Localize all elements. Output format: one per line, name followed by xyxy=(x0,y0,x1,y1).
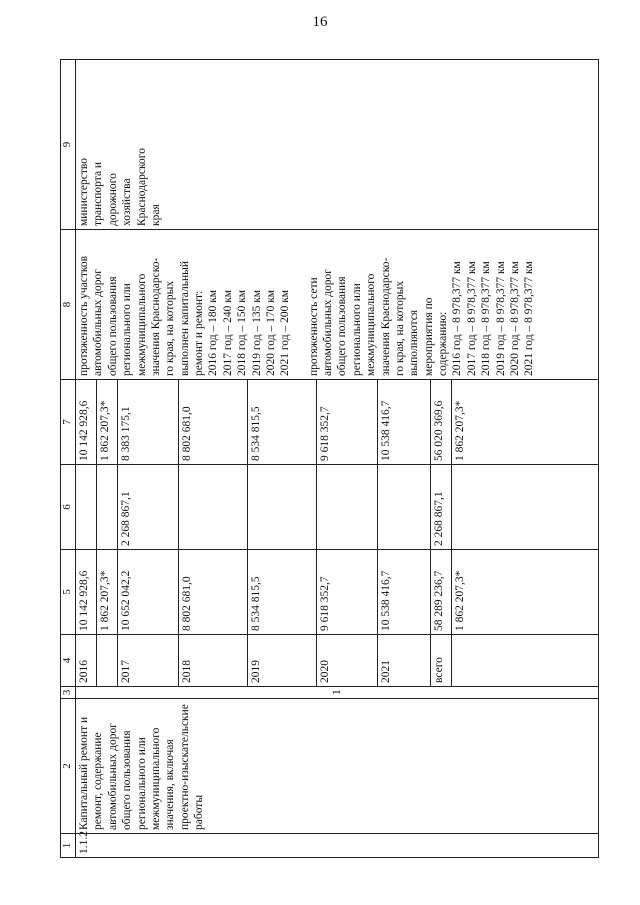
b2-line: межмуниципального xyxy=(365,273,378,376)
c5-cell: 8 802 681,0 xyxy=(178,550,247,634)
c7-cell: 10 538 416,7 xyxy=(377,380,430,464)
c7-cell: 10 142 928,6 xyxy=(78,400,90,461)
years-cell: всего xyxy=(430,635,451,686)
c5-cell: 1 862 207,3* xyxy=(96,550,117,634)
c9-line: дорожного xyxy=(106,173,119,226)
b2-line: регионального или xyxy=(350,283,363,376)
hdr-4: 4 xyxy=(61,635,76,687)
c5-cell: 58 289 236,7 xyxy=(430,550,451,634)
header-row xyxy=(61,60,76,858)
c5-cell: 10 652 042,2 xyxy=(117,550,178,634)
years-col xyxy=(76,635,599,687)
years-cell: 2017 xyxy=(117,635,178,686)
b2-line: содержанию: xyxy=(437,311,449,376)
b1-line: выполнен капитальный xyxy=(178,261,191,376)
col5-list xyxy=(76,550,472,634)
b2-line: 2021 год – 8 978,377 км xyxy=(523,261,536,376)
col8-block2 xyxy=(307,233,537,376)
col5 xyxy=(76,550,599,635)
b1-line: 2020 год – 170 км xyxy=(264,289,277,376)
hdr-8: 8 xyxy=(61,230,76,380)
col6-list xyxy=(76,465,472,549)
hdr-2: 2 xyxy=(61,699,76,834)
years-list xyxy=(76,635,472,686)
table-canvas xyxy=(60,60,620,858)
c9-line: транспорта и xyxy=(92,161,105,226)
c5-cell: 10 538 416,7 xyxy=(377,550,430,634)
c9-line: края xyxy=(149,204,162,226)
c6-cell: 2 268 867,1 xyxy=(430,465,451,549)
years-cell: 2016 xyxy=(78,660,90,683)
b2-line: выполняются xyxy=(408,309,421,376)
b1-line: значения Краснодарско- xyxy=(149,257,162,376)
c9-line: министерство xyxy=(78,158,90,226)
c6-cell xyxy=(76,465,96,549)
b2-line: мероприятия по xyxy=(422,297,435,376)
col7 xyxy=(76,380,599,465)
c7-cell: 8 383 175,1 xyxy=(117,380,178,464)
c6-cell xyxy=(247,465,316,549)
c6-cell: 2 268 867,1 xyxy=(117,465,178,549)
col9 xyxy=(76,60,599,230)
row-name: Капитальный ремонт и ремонт, содержание автомобильных дорог общего пользования регионального или межмуниципального значения, включая проектно-изыскательские работы xyxy=(76,699,599,834)
years-cell: 2021 xyxy=(377,635,430,686)
c6-cell xyxy=(451,465,472,549)
hdr-5: 5 xyxy=(61,550,76,635)
b2-line: 2020 год – 8 978,377 км xyxy=(508,261,521,376)
b2-line: 2019 год – 8 978,377 км xyxy=(494,261,507,376)
c9-line: Краснодарского xyxy=(135,148,148,226)
c6-cell xyxy=(96,465,117,549)
hdr-1: 1 xyxy=(61,834,76,858)
b1-line: 2019 год – 135 км xyxy=(250,289,263,376)
b1-line: межмуниципального xyxy=(135,273,148,376)
hdr-3: 3 xyxy=(61,687,76,699)
b1-line: го края, на которых xyxy=(164,280,177,376)
b2-line: протяженность сети xyxy=(307,277,320,376)
years-cell: 2020 xyxy=(316,635,377,686)
b1-line: 2017 год – 240 км xyxy=(221,289,234,376)
years-cell: 2018 xyxy=(178,635,247,686)
b1-line: 2016 год – 180 км xyxy=(207,289,220,376)
c6-cell xyxy=(316,465,377,549)
c7-cell: 8 802 681,0 xyxy=(178,380,247,464)
b1-line: ремонт и ремонт: xyxy=(193,290,205,376)
b2-line: 2018 год – 8 978,377 км xyxy=(480,261,493,376)
col6 xyxy=(76,465,599,550)
b1-line: 2018 год – 150 км xyxy=(236,289,249,376)
c5-cell: 9 618 352,7 xyxy=(316,550,377,634)
c9-line: хозяйства xyxy=(121,178,134,226)
c7-cell: 1 862 207,3* xyxy=(451,380,472,464)
years-cell xyxy=(96,635,117,686)
col7-list xyxy=(76,380,472,464)
col8-block1 xyxy=(77,233,293,376)
table-row xyxy=(76,60,599,858)
c5-cell: 1 862 207,3* xyxy=(451,550,472,634)
main-table xyxy=(60,59,599,858)
years-cell: 2019 xyxy=(247,635,316,686)
hdr-6: 6 xyxy=(61,465,76,550)
b1-line: регионального или xyxy=(121,283,134,376)
hdr-7: 7 xyxy=(61,380,76,465)
c5-cell: 8 534 815,5 xyxy=(247,550,316,634)
c7-cell: 1 862 207,3* xyxy=(96,380,117,464)
b2-line: автомобильных дорог xyxy=(322,269,334,376)
col8 xyxy=(76,230,599,380)
b1-line: автомобильных дорог xyxy=(92,269,105,376)
b2-line: го края, на которых xyxy=(393,280,406,376)
c6-cell xyxy=(178,465,247,549)
col9-list xyxy=(77,63,163,226)
years-cell xyxy=(451,635,472,686)
c7-cell: 9 618 352,7 xyxy=(316,380,377,464)
c7-cell: 8 534 815,5 xyxy=(247,380,316,464)
b1-line: общего пользования xyxy=(106,276,119,376)
c6-cell xyxy=(377,465,430,549)
b1-line: 2021 год – 200 км xyxy=(279,289,292,376)
c7-cell: 56 020 369,6 xyxy=(430,380,451,464)
b2-line: общего пользования xyxy=(336,276,349,376)
page-number: 16 xyxy=(312,14,328,30)
col3-text: 1 xyxy=(330,689,343,695)
b2-line: 2016 год – 8 978,377 км xyxy=(451,261,464,376)
c5-cell: 10 142 928,6 xyxy=(78,570,90,631)
rotated-table-wrapper xyxy=(60,60,620,858)
hdr-9: 9 xyxy=(61,60,76,230)
b2-line: 2017 год – 8 978,377 км xyxy=(465,261,478,376)
row-number: 1.1.2 xyxy=(76,834,599,858)
col3-value xyxy=(76,687,599,699)
b2-line: значения Краснодарско- xyxy=(379,257,392,376)
b1-line: протяженность участков xyxy=(78,255,90,376)
